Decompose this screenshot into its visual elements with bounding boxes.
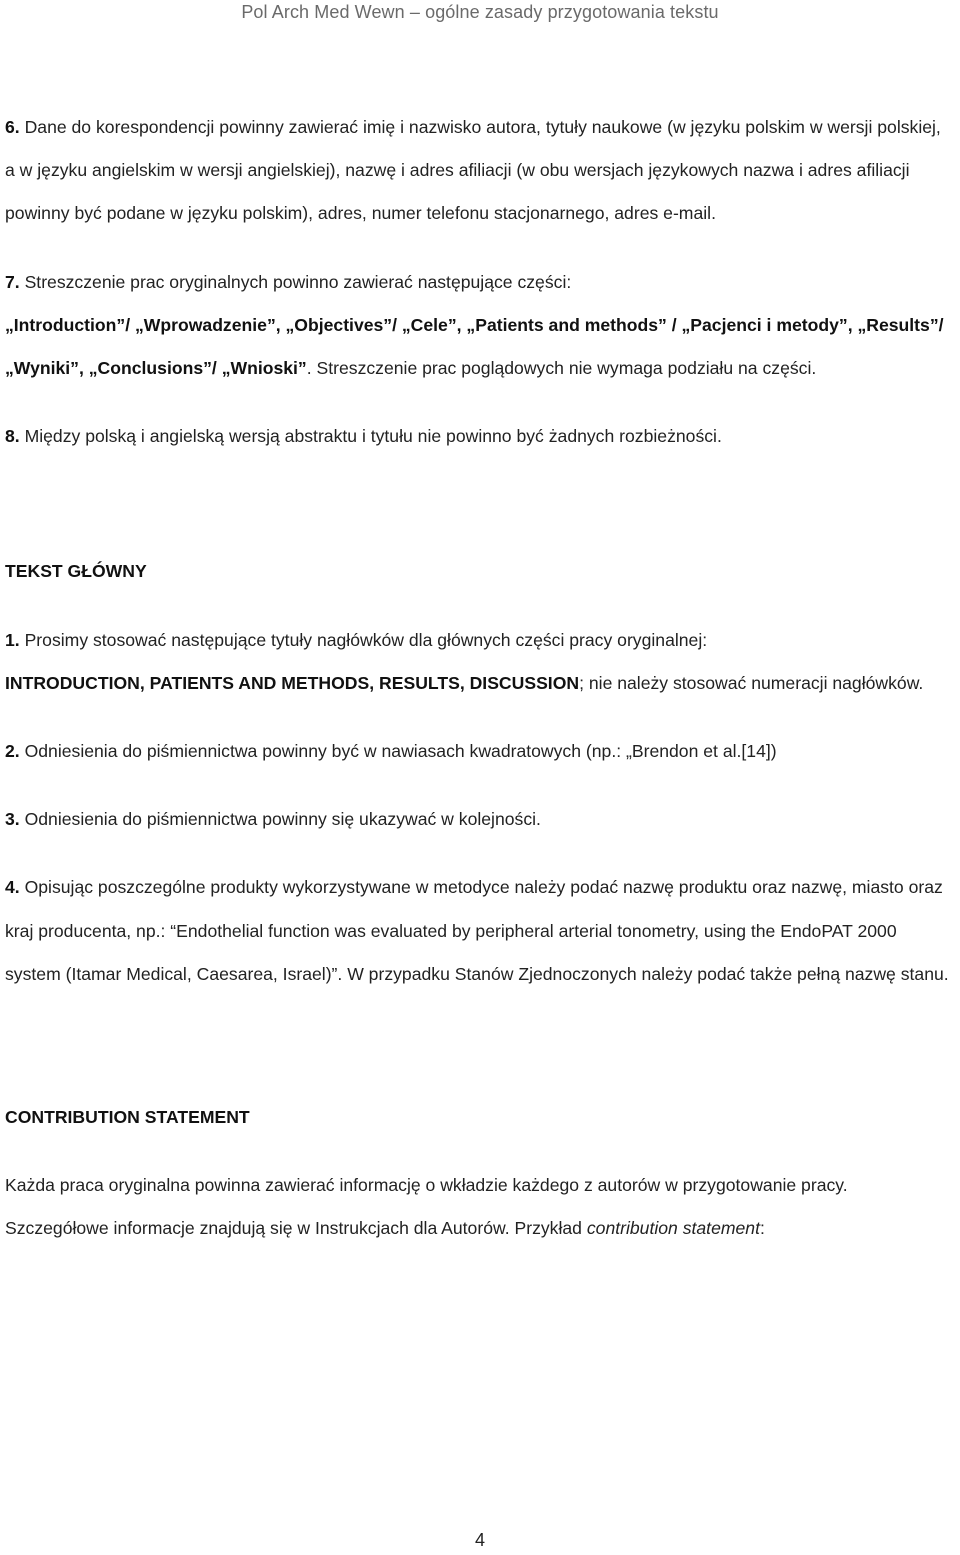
item-number: 1. bbox=[5, 629, 20, 650]
item-number: 2. bbox=[5, 741, 20, 762]
paragraph-text: Dane do korespondencji powinny zawierać imię i nazwisko autora, tytuły naukowe (w języku polskim w wersji polskiej, a w języku angielskim w wersji angielskiej), nazwę i adres afiliacji (w obu wersjach językowych nazwa i adres afiliacji powinny być podane w języku polskim), adres, numer telefonu stacjonarnego, adres e-mail. bbox=[5, 117, 941, 224]
section-heading-main-text: TEKST GŁÓWNY bbox=[5, 561, 147, 582]
item-number: 4. bbox=[5, 877, 20, 898]
paragraph-text: Opisując poszczególne produkty wykorzystywane w metodyce należy podać nazwę produktu oraz nazwę, miasto oraz kraj producenta, np.: “Endothelial function was evaluated by peripheral arterial tonometry, using the EndoPAT 2000 system (Itamar Medical, Caesarea, Israel)”. W przypadku Stanów Zjednoczonych należy podać także pełną nazwę stanu. bbox=[5, 877, 949, 984]
document-body bbox=[5, 106, 953, 1251]
section-heading-contribution: CONTRIBUTION STATEMENT bbox=[5, 1107, 250, 1128]
main-paragraph-3 bbox=[5, 798, 953, 841]
main-paragraph-2 bbox=[5, 730, 953, 773]
paragraph-text: Prosimy stosować następujące tytuły nagłówków dla głównych części pracy oryginalnej: bbox=[19, 629, 708, 650]
paragraph-text: Każda praca oryginalna powinna zawierać informację o wkładzie każdego z autorów w przygotowanie pracy. Szczegółowe informacje znajdują się w Instrukcjach dla Autorów. Przykład bbox=[5, 1175, 848, 1239]
main-paragraph-4 bbox=[5, 866, 953, 996]
paragraph-text: : bbox=[759, 1218, 765, 1239]
item-number: 7. bbox=[5, 271, 20, 292]
paragraph-8 bbox=[5, 415, 953, 458]
main-paragraph-1 bbox=[5, 619, 953, 705]
abstract-sections-list: „Introduction”/ „Wprowadzenie”, „Objectives”/ „Cele”, „Patients and methods” / „Pacjenci i metody”, „Results”/ „Wyniki”, „Conclusions”/ „Wnioski” bbox=[5, 314, 944, 379]
paragraph-7 bbox=[5, 261, 953, 391]
paragraph-text: Odniesienia do piśmiennictwa powinny się ukazywać w kolejności. bbox=[19, 809, 541, 830]
paragraph-text: Między polską i angielską wersją abstraktu i tytułu nie powinno być żadnych rozbieżności. bbox=[19, 426, 722, 447]
section-headings-list: INTRODUCTION, PATIENTS AND METHODS, RESULTS, DISCUSSION bbox=[5, 672, 580, 693]
page-number: 4 bbox=[474, 1530, 485, 1550]
paragraph-text: . Streszczenie prac poglądowych nie wymaga podziału na części. bbox=[306, 358, 817, 379]
item-number: 8. bbox=[5, 426, 20, 447]
italic-term: contribution statement bbox=[586, 1218, 760, 1239]
paragraph-text: Streszczenie prac oryginalnych powinno zawierać następujące części: bbox=[19, 271, 572, 292]
running-header: Pol Arch Med Wewn – ogólne zasady przygotowania tekstu bbox=[241, 2, 719, 22]
paragraph-6 bbox=[5, 106, 953, 236]
item-number: 6. bbox=[5, 117, 20, 137]
paragraph-text: ; nie należy stosować numeracji nagłówków. bbox=[579, 672, 924, 693]
contribution-paragraph bbox=[5, 1164, 953, 1250]
item-number: 3. bbox=[5, 809, 20, 830]
paragraph-text: Odniesienia do piśmiennictwa powinny być w nawiasach kwadratowych (np.: „Brendon et al.[14]) bbox=[19, 741, 777, 762]
